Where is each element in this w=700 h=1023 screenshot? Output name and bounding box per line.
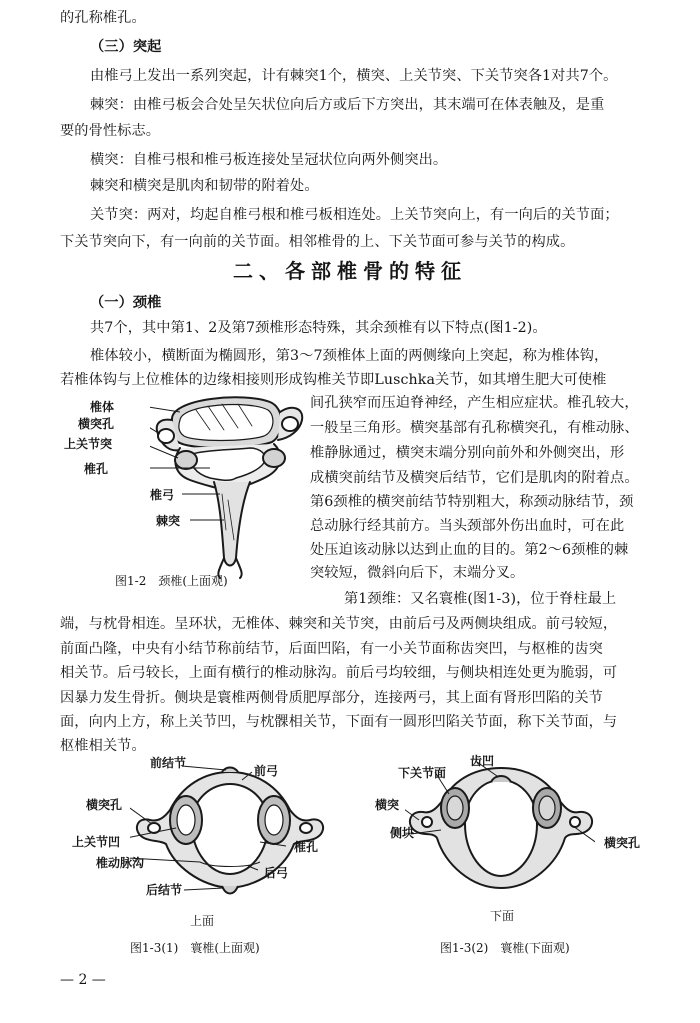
text-line: 棘突和横突是肌肉和韧带的附着处。 bbox=[90, 178, 319, 194]
label-dens-fovea: 齿凹 bbox=[470, 754, 495, 768]
text-line: 相关节。后弓较长，上面有横行的椎动脉沟。前后弓均较细，与侧块相连处更为脆弱，可 bbox=[60, 665, 618, 681]
section-heading-cervical: （一）颈椎 bbox=[90, 295, 162, 311]
page-number: — 2 — bbox=[60, 972, 106, 988]
label-transverse-process: 横突 bbox=[375, 798, 400, 812]
text-line: 横突：自椎弓根和椎弓板连接处呈冠状位向两外侧突出。 bbox=[90, 152, 448, 168]
view-label-superior: 上面 bbox=[190, 914, 215, 928]
label-vertebral-foramen: 椎孔 bbox=[294, 840, 319, 854]
figure-caption-1-3-1: 图1-3(1) 寰椎(上面观) bbox=[130, 941, 260, 955]
text-line: 棘突：由椎弓板会合处呈矢状位向后方或后下方突出，其末端可在体表触及，是重 bbox=[90, 97, 605, 113]
label-vertebral-foramen: 椎孔 bbox=[84, 462, 109, 476]
view-label-inferior: 下面 bbox=[490, 909, 515, 923]
label-anterior-tubercle: 前结节 bbox=[150, 756, 187, 770]
text-line: 端，与枕骨相连。呈环状，无椎体、棘突和关节突，由前后弓及两侧块组成。前弓较短， bbox=[60, 616, 618, 632]
section-heading-protrusions: （三）突起 bbox=[90, 39, 162, 55]
text-line: 要的骨性标志。 bbox=[60, 123, 161, 139]
label-superior-articular-facet: 上关节凹 bbox=[72, 835, 121, 849]
label-anterior-arch: 前弓 bbox=[254, 764, 279, 778]
text-line: 处压迫该动脉以达到止血的目的。第2～6颈椎的棘 bbox=[310, 542, 629, 558]
text-line: 共7个，其中第1、2及第7颈椎形态特殊，其余颈椎有以下特点(图1-2)。 bbox=[90, 320, 547, 336]
label-superior-articular-process: 上关节突 bbox=[64, 437, 113, 451]
label-posterior-tubercle: 后结节 bbox=[146, 883, 183, 897]
text-line: 前面凸隆，中央有小结节称前结节，后面凹陷，有一小关节面称齿突凹，与枢椎的齿突 bbox=[60, 641, 603, 657]
text-line: 第1颈维：又名寰椎(图1-3)，位于脊柱最上 bbox=[344, 591, 617, 607]
text-line: 突较短，微斜向后下，末端分叉。 bbox=[310, 565, 525, 581]
label-transverse-foramen: 横突孔 bbox=[78, 417, 115, 431]
text-line: 由椎弓上发出一系列突起，计有棘突1个，横突、上关节突、下关节突各1对共7个。 bbox=[90, 68, 618, 84]
text-line: 下关节突向下，有一向前的关节面。相邻椎骨的上、下关节面可参与关节的构成。 bbox=[60, 234, 575, 250]
text-line: 面，向内上方，称上关节凹，与枕髁相关节，下面有一圆形凹陷关节面，称下关节面，与 bbox=[60, 714, 618, 730]
label-posterior-arch: 后弓 bbox=[264, 866, 289, 880]
label-vertebral-body: 椎体 bbox=[90, 400, 115, 414]
text-line: 成横突前结节及横突后结节，它们是肌肉的附着点。 bbox=[310, 470, 639, 486]
atlas-superior-figure bbox=[130, 762, 330, 902]
atlas-inferior-figure bbox=[405, 760, 595, 900]
text-line: 一般呈三角形。横突基部有孔称横突孔，有椎动脉、 bbox=[310, 420, 639, 436]
text-line: 椎体较小，横断面为椭圆形，第3～7颈椎体上面的两侧缘向上突起，称为椎体钩， bbox=[90, 348, 609, 364]
chapter-heading: 二、各部椎骨的特征 bbox=[233, 259, 467, 283]
label-vertebral-artery-groove: 椎动脉沟 bbox=[96, 856, 145, 870]
label-vertebral-arch: 椎弓 bbox=[150, 488, 175, 502]
label-inferior-articular-facet: 下关节面 bbox=[398, 766, 447, 780]
text-line: 总动脉行经其前方。当头颈部外伤出血时，可在此 bbox=[310, 518, 625, 534]
text-line: 关节突：两对，均起自椎弓根和椎弓板相连处。上关节突向上，有一向后的关节面； bbox=[90, 207, 619, 223]
cervical-vertebra-figure bbox=[150, 390, 310, 580]
text-line: 的孔称椎孔。 bbox=[60, 10, 146, 26]
label-spinous-process: 棘突 bbox=[156, 514, 181, 528]
text-line: 因暴力发生骨折。侧块是寰椎两侧骨质肥厚部分，连接两弓，其上面有肾形凹陷的关节 bbox=[60, 690, 603, 706]
text-line: 椎静脉通过，横突末端分别向前外和外侧突出，形 bbox=[310, 445, 625, 461]
figure-caption-1-3-2: 图1-3(2) 寰椎(下面观) bbox=[440, 941, 570, 955]
label-lateral-mass: 侧块 bbox=[390, 826, 415, 840]
figure-caption-1-2: 图1-2 颈椎(上面观) bbox=[115, 574, 228, 588]
text-line: 间孔狭窄而压迫脊神经，产生相应症状。椎孔较大， bbox=[310, 395, 639, 411]
label-transverse-foramen: 横突孔 bbox=[86, 798, 123, 812]
text-line: 枢椎相关节。 bbox=[60, 738, 146, 754]
text-line: 第6颈椎的横突前结节特别粗大，称颈动脉结节，颈 bbox=[310, 494, 634, 510]
text-line: 若椎体钩与上位椎体的边缘相接则形成钩椎关节即Luschka关节，如其增生肥大可使椎 bbox=[60, 372, 607, 388]
label-transverse-foramen: 横突孔 bbox=[604, 836, 641, 850]
